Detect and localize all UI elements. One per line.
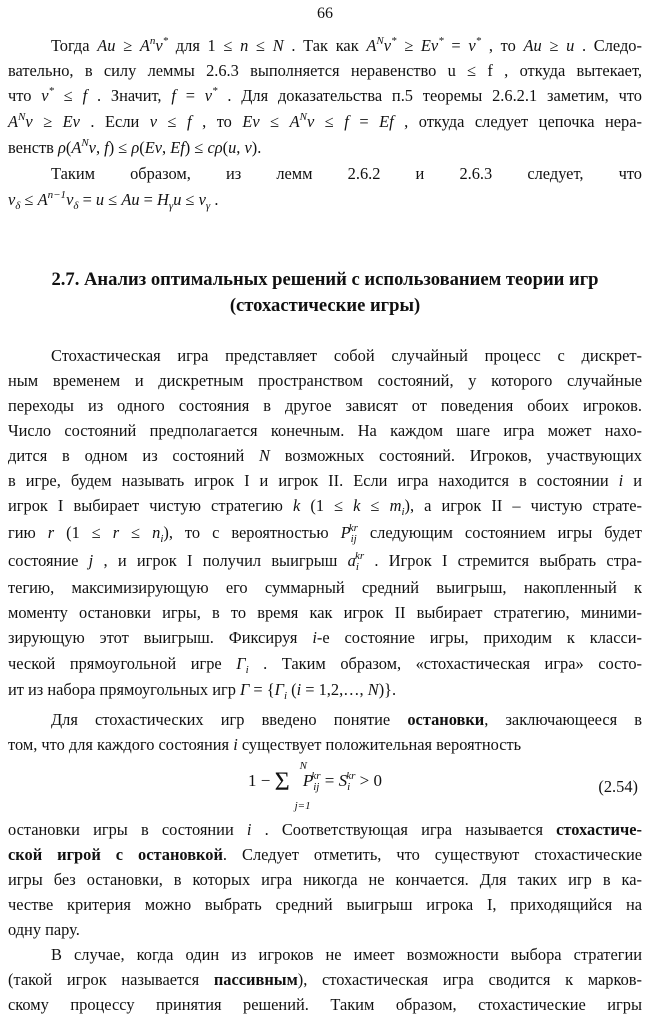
text-line: ным временем и дискретным пространством состояний, у которого случайные	[8, 371, 642, 390]
text-line: Число состояний предполагается конечным. На каждом шаге игра может нахо-	[8, 421, 642, 440]
text-line: остановки игры в состоянии i . Соответствующая игра называется стохастиче-	[8, 820, 642, 839]
text-line: $v_\delta \le A^{n-1}v_\delta = u \le Au = H_\gamma u \le v_\gamma$ .	[8, 189, 219, 212]
text-line: Тогда $Au \ge A^nv^*$ для 1 ≤ n ≤ N . Так как $A^Nv^* \ge Ev^* = v^*$ , то Au ≥ u . Следо-	[51, 35, 642, 55]
text-line: игры без остановки, в которых игра никогда не кончается. Для таких игр в ка-	[8, 870, 642, 889]
section-heading-subtitle: (стохастические игры)	[229, 295, 421, 316]
equation-expression: 1 − Σ N j=1 $P_{ij}^{kr} = S_i^{kr} > 0$	[248, 760, 382, 812]
section-heading: 2.7. Анализ оптимальных решений с использованием теории игр	[51, 269, 599, 290]
text-line: честве критерия можно выбрать средний выигрыш игрока I, приходящийся на	[8, 895, 642, 914]
text-line: ческой прямоугольной игре $\Gamma_i$ . Таким образом, «стохастическая игра» состо-	[8, 654, 643, 676]
text-line: вательно, в силу леммы 2.6.3 выполняется неравенство u ≤ f , откуда вытекает,	[8, 61, 642, 80]
text-line: что v* ≤ f . Значит, f = v* . Для доказательства п.5 теоремы 2.6.2.1 заметим, что	[8, 85, 642, 105]
text-line: дится в одном из состояний N возможных состояний. Игроков, участвующих	[8, 446, 642, 465]
equation-2-54	[8, 760, 642, 816]
text-line: венств $\rho(A^Nv$, f) ≤ ρ(Ev, Ef) ≤ cρ(u, v).	[8, 137, 262, 157]
text-line: тегию, максимизирующую его суммарный средний выигрыш, накопленный к	[8, 578, 642, 597]
text-line: игрок I выбирает чистую стратегию k $(1 \le k \le m_i)$, а игрок II – чистую страте-	[8, 496, 642, 518]
text-line: Стохастическая игра представляет собой случайный процесс с дискрет-	[51, 346, 642, 365]
text-line: $A^Nv \ge Ev$ . Если v ≤ f , то $Ev \le A^Nv \le f = Ef$ , откуда следует цепочка нера-	[8, 111, 642, 131]
equation-number: (2.54)	[598, 777, 638, 796]
text-line: скому процессу принятия решений. Таким образом, стохастические игры	[8, 995, 642, 1014]
text-line: Таким образом, из лемм 2.6.2 и 2.6.3 следует, что	[51, 164, 642, 183]
page-number: 66	[317, 5, 333, 22]
text-line: гию r $(1 \le r \le n_i)$, то с вероятностью $P_{ij}^{kr}$ следующим состоянием игры будет	[8, 522, 642, 545]
text-line: том, что для каждого состояния i существует положительная вероятность	[8, 735, 522, 754]
text-line: в игре, будем называть игрок I и игрок II. Если игра находится в состоянии i и	[8, 471, 642, 490]
text-line: ской игрой с остановкой. Следует отметить, что существуют стохастические	[8, 845, 643, 864]
text-line: одну пару.	[8, 920, 80, 939]
text-line: зирующую этот выигрыш. Фиксируя i-е состояние игры, приходим к класси-	[8, 628, 642, 647]
text-line: моменту остановки игры, в то время как игрок II выбирает стратегию, миними-	[8, 603, 642, 622]
text-line: В случае, когда один из игроков не имеет возможности выбора стратегии	[51, 945, 642, 964]
text-line: Для стохастических игр введено понятие остановки, заключающееся в	[51, 710, 642, 729]
text-line: ит из набора прямоугольных игр $\Gamma = \{\Gamma_i$ (i = 1,2,…, N)}.	[8, 680, 397, 702]
text-line: (такой игрок называется пассивным), стохастическая игра сводится к марков-	[8, 970, 642, 989]
text-line: состояние j , и игрок I получил выигрыш $a_i^{kr}$ . Игрок I стремится выбрать стра-	[8, 550, 642, 573]
text-line: переходы из одного состояния в другое зависят от поведения обоих игроков.	[8, 396, 642, 415]
